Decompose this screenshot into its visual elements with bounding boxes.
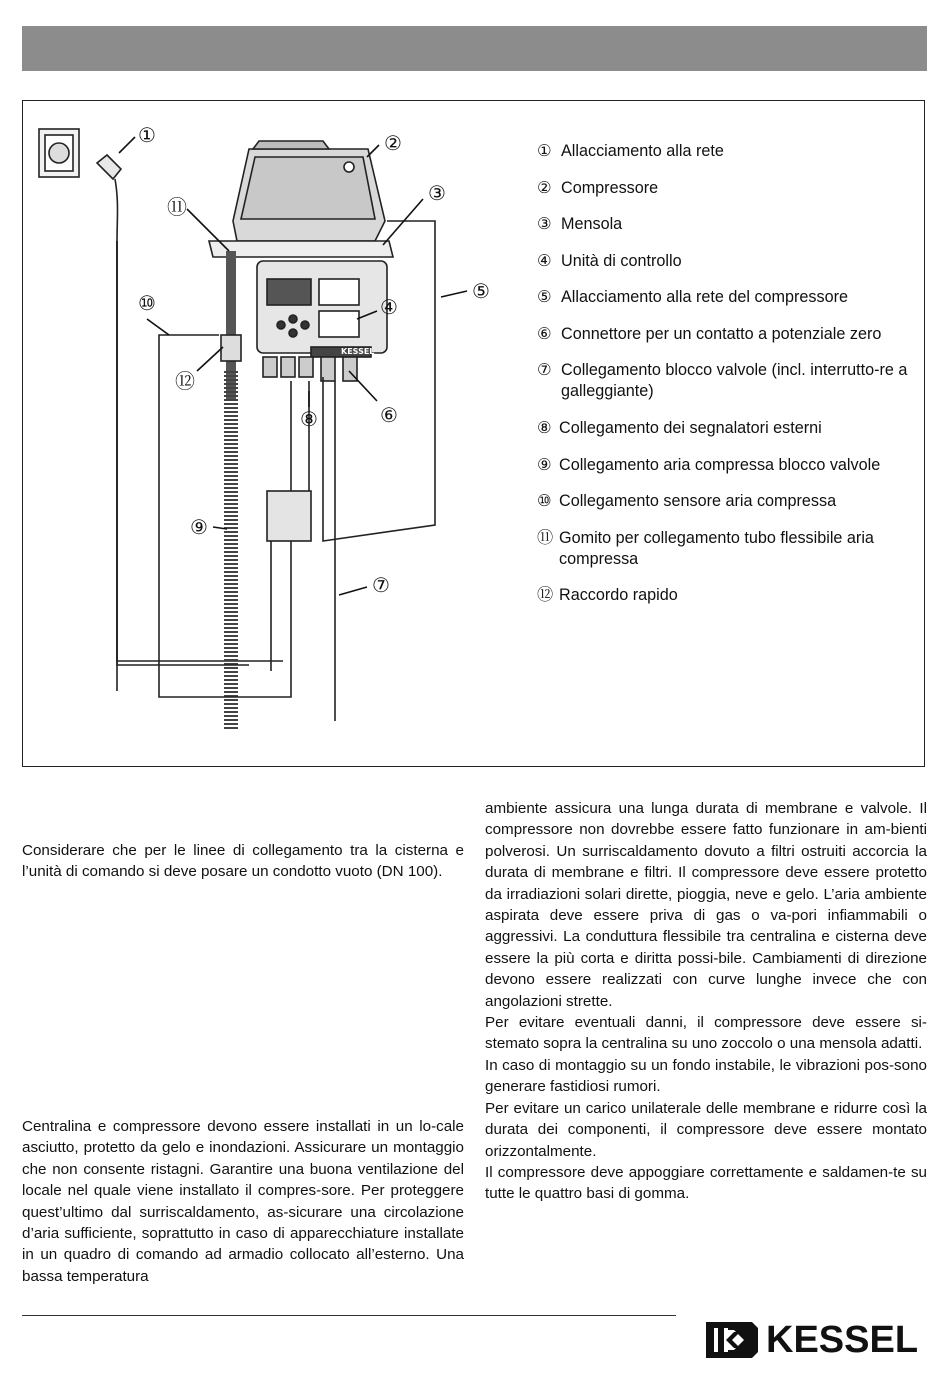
paragraph: In caso di montaggio su un fondo instabile, le vibrazioni pos-sono generare fastidiosi rumori.	[485, 1056, 927, 1096]
marker-7: ⑦	[372, 573, 390, 597]
legend-number: ⑫	[537, 586, 554, 605]
legend-item	[537, 214, 922, 235]
legend-number: ②	[537, 178, 552, 197]
marker-9: ⑨	[190, 515, 208, 539]
marker-3: ③	[428, 181, 446, 205]
paragraph: Centralina e compressore devono essere installati in un lo-cale asciutto, protetto da gelo e inondazioni. Assicurare un montaggio che non consente ristagni. Garantire una buona ventilazione del locale nel quale viene installato il compres-sore. Per proteggere quest’ultimo dal surriscaldamento, as-sicurare una circolazione d’aria sufficiente, soprattutto in caso di apparecchiature installate in un quadro di comando ad armadio collocato all’esterno. Una bassa temperatura	[22, 1118, 464, 1285]
legend-item	[537, 455, 922, 476]
legend-number: ⑨	[537, 455, 552, 474]
legend-text: Collegamento dei segnalatori esterni	[559, 419, 822, 437]
installation-diagram	[23, 101, 543, 768]
marker-5: ⑤	[472, 279, 490, 303]
marker-8: ⑧	[300, 407, 318, 431]
paragraph: Il compressore deve appoggiare correttamente e saldamen-te su tutte le quattro basi di gomma.	[485, 1163, 927, 1203]
right-column	[485, 798, 927, 1205]
legend-number: ⑪	[537, 528, 554, 547]
legend-item	[537, 528, 922, 570]
legend-text: Unità di controllo	[561, 251, 682, 270]
legend-text: Connettore per un contatto a potenziale zero	[561, 324, 882, 343]
logo-text: KESSEL	[766, 1319, 919, 1361]
legend-item	[537, 287, 922, 308]
paragraph: Per evitare un carico unilaterale delle membrane e ridurre così la durata dei componenti, il compressore deve essere montato orizzontalmente.	[485, 1099, 927, 1160]
device-brand-label: KESSEL	[341, 347, 375, 356]
legend-item	[537, 251, 922, 272]
legend-text: Allacciamento alla rete del compressore	[561, 288, 849, 307]
kessel-logo	[704, 1318, 930, 1362]
marker-6: ⑥	[380, 403, 398, 427]
left-column-block-1	[22, 840, 464, 883]
legend-text: Compressore	[561, 178, 659, 197]
marker-4: ④	[380, 295, 398, 319]
legend-text: Allacciamento alla rete	[561, 142, 724, 160]
legend-item	[537, 360, 922, 402]
figure-legend	[537, 141, 922, 622]
marker-2: ②	[384, 131, 402, 155]
paragraph: Considerare che per le linee di collegamento tra la cisterna e l’unità di comando si deve posare un condotto vuoto (DN 100).	[22, 842, 464, 881]
legend-item	[537, 585, 922, 606]
legend-item	[537, 141, 922, 162]
legend-number: ⑧	[537, 419, 552, 437]
legend-number: ⑤	[537, 288, 552, 307]
header-bar	[22, 26, 927, 71]
legend-number: ⑩	[537, 492, 552, 511]
marker-11: ⑪	[167, 195, 187, 219]
paragraph: Per evitare eventuali danni, il compressore deve essere si-stemato sopra la centralina su uno zoccolo o una mensola adatti.	[485, 1014, 927, 1053]
figure-box	[22, 100, 925, 767]
legend-number: ⑦	[537, 361, 552, 380]
legend-number: ③	[537, 215, 552, 234]
paragraph: ambiente assicura una lunga durata di membrane e valvole. Il compressore non dovrebbe essere fatto funzionare in am-bienti polverosi. Un surriscaldamento dovuto a filtri ostruiti accorcia la durata di membrane e filtri. Il compressore deve essere protetto da irradiazioni solari dirette, pioggia, neve e gelo. L’aria ambiente aspirata deve essere priva di gas o va-pori infiammabili o aggressivi. La conduttura flessibile tra centralina e cisterna deve essere la più corta e diritta possi-bile. Cambiamenti di direzione devono essere realizzati con curve lunghe invece che con angolazioni strette.	[485, 800, 927, 1010]
legend-text: Gomito per collegamento tubo flessibile aria compressa	[559, 528, 874, 568]
legend-item	[537, 418, 922, 439]
legend-item	[537, 491, 922, 512]
legend-number: ⑥	[537, 324, 552, 343]
legend-text: Mensola	[561, 215, 623, 234]
legend-number: ④	[537, 251, 552, 270]
legend-text: Collegamento blocco valvole (incl. interrutto-re a galleggiante)	[561, 361, 908, 401]
legend-text: Collegamento aria compressa blocco valvole	[559, 455, 881, 474]
legend-text: Collegamento sensore aria compressa	[559, 492, 837, 511]
kessel-logo-icon	[704, 1320, 760, 1360]
legend-item	[537, 324, 922, 345]
marker-1: ①	[138, 123, 156, 147]
legend-item	[537, 178, 922, 199]
legend-number: ①	[537, 142, 552, 160]
marker-12: ⑫	[175, 369, 195, 393]
left-column-block-2	[22, 1116, 464, 1287]
legend-text: Raccordo rapido	[559, 586, 678, 605]
footer-divider	[22, 1315, 676, 1316]
marker-10: ⑩	[138, 291, 156, 315]
